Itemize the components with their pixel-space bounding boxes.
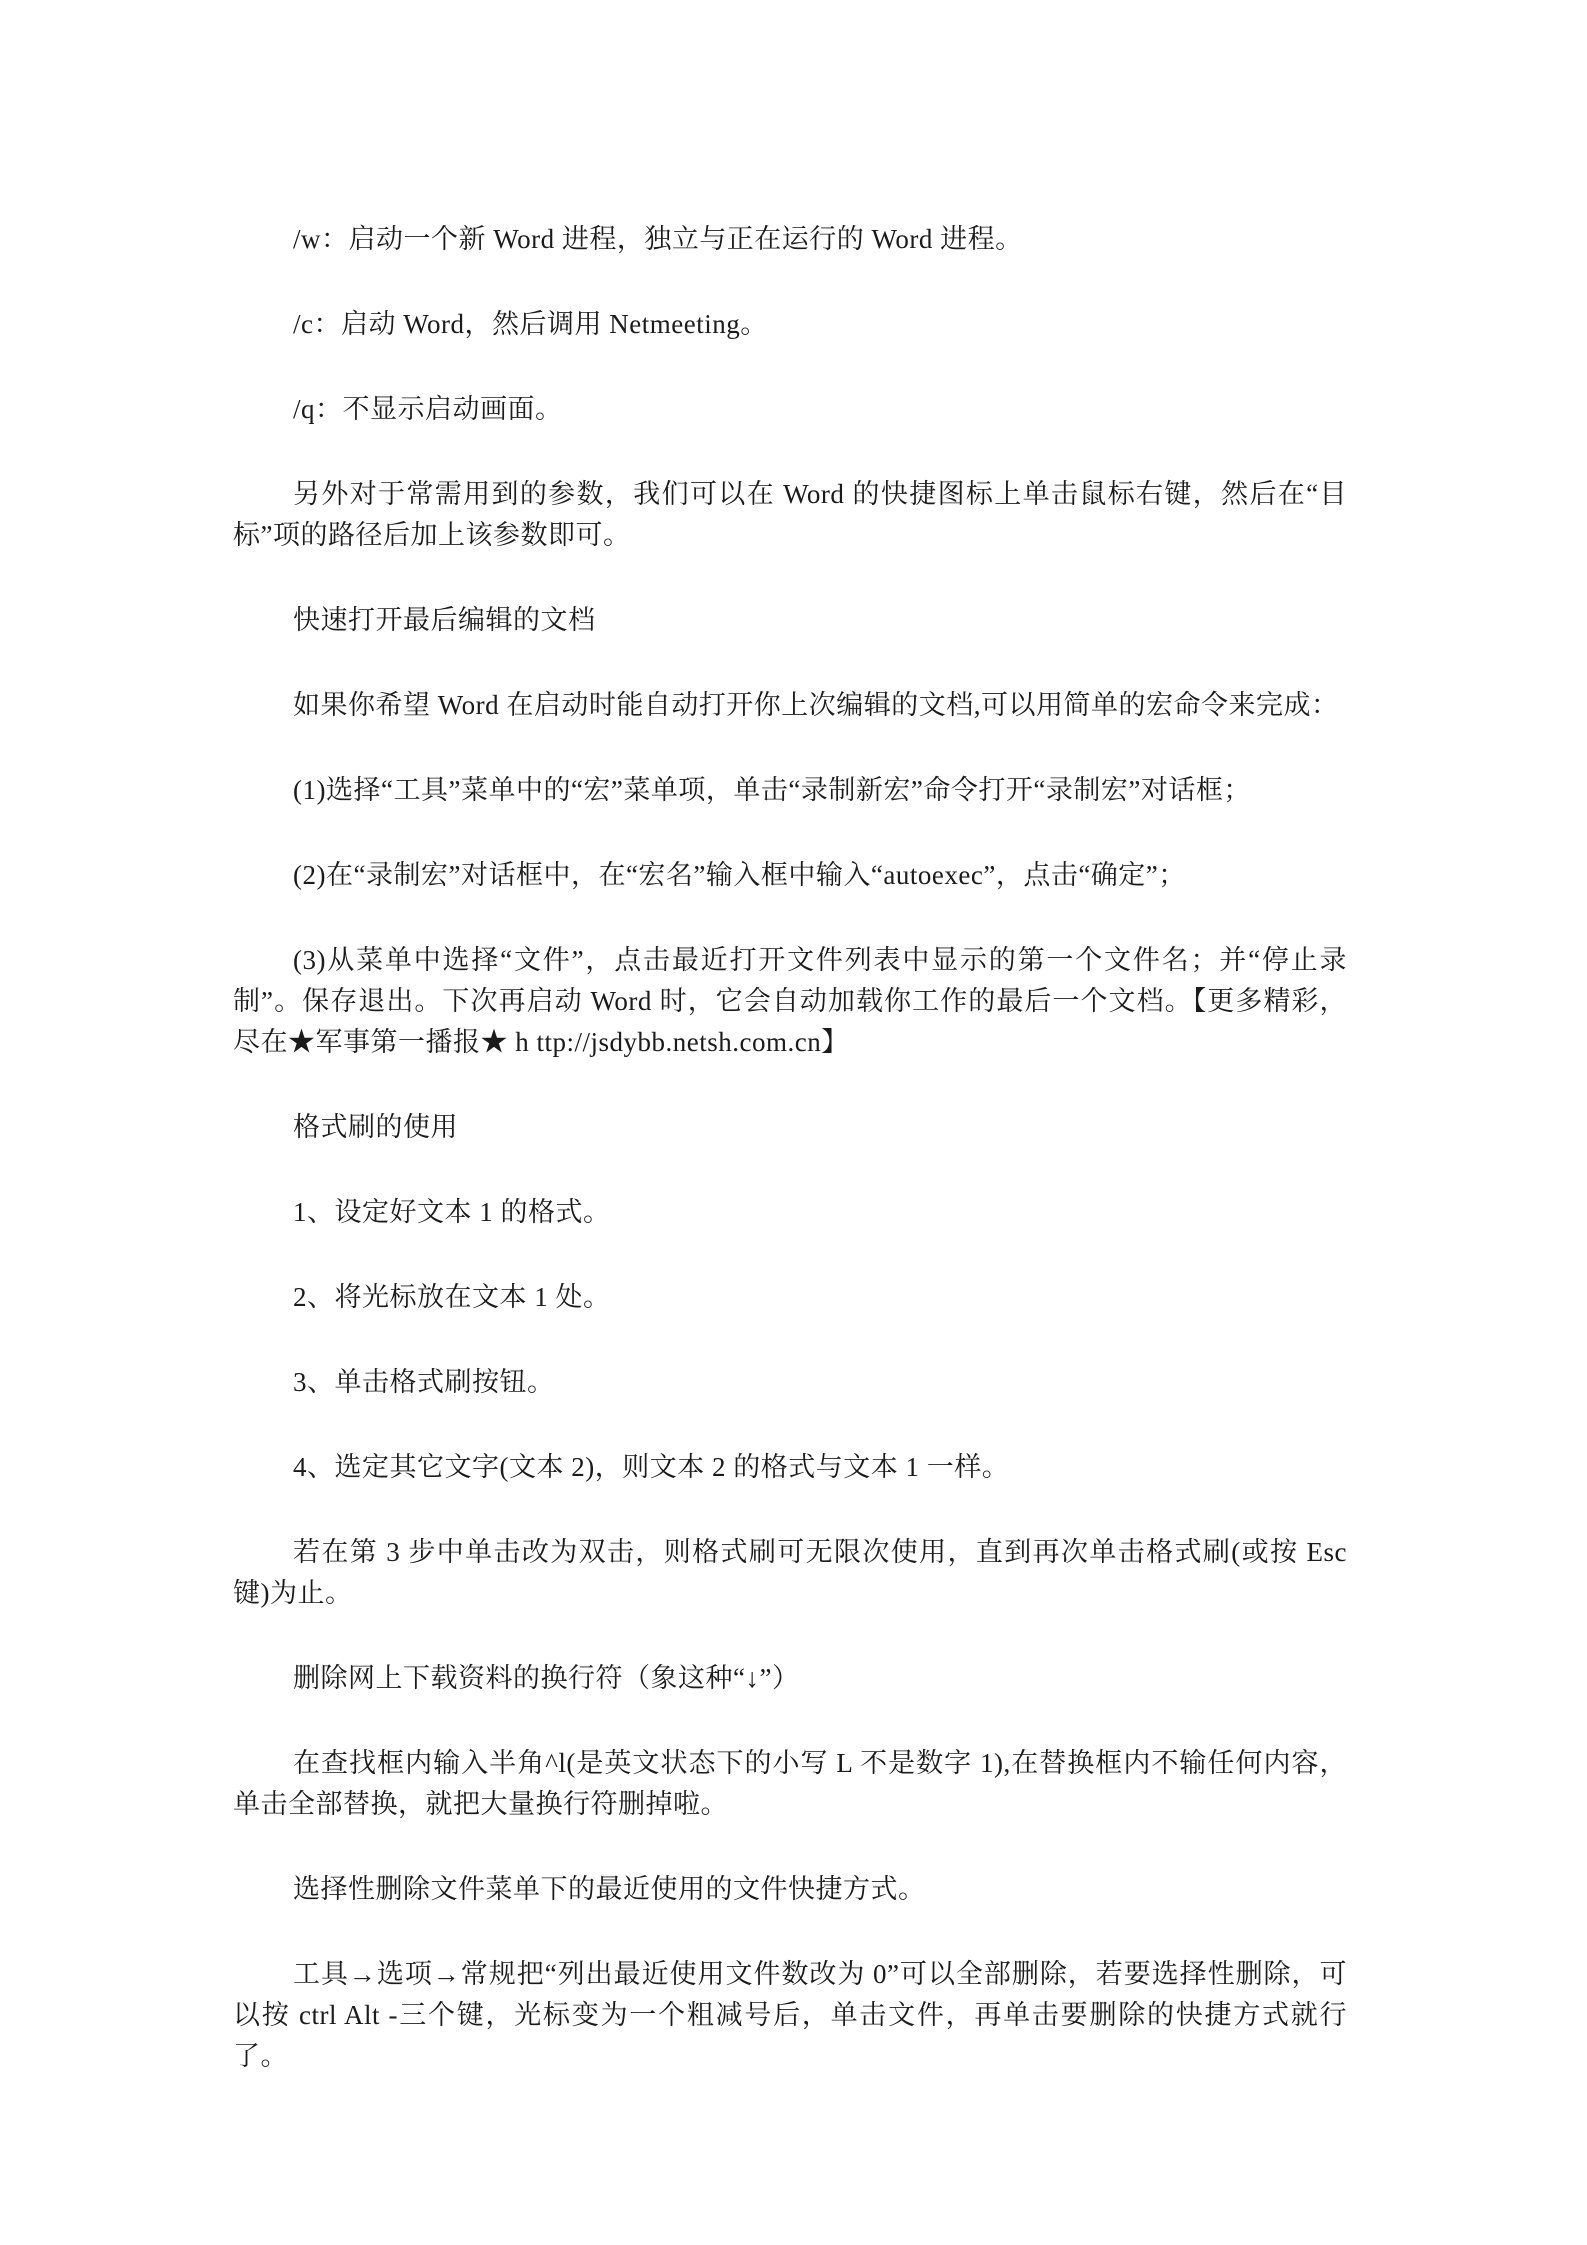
para-remove-line-breaks-how: 在查找框内输入半角^l(是英文状态下的小写 L 不是数字 1),在替换框内不输任何内容，单击全部替换，就把大量换行符删掉啦。 — [233, 1748, 1347, 1819]
para-format-painter-double-click-tip: 若在第 3 步中单击改为双击，则格式刷可无限次使用，直到再次单击格式刷(或按 Esc 键)为止。 — [233, 1537, 1347, 1608]
para-heading-remove-line-breaks: 删除网上下载资料的换行符（象这种“↓”） — [293, 1663, 800, 1693]
para-heading-format-painter: 格式刷的使用 — [293, 1112, 458, 1142]
para-heading-quick-open-last-doc: 快速打开最后编辑的文档 — [293, 605, 596, 635]
para-switch-q: /q：不显示启动画面。 — [293, 394, 563, 424]
para-macro-intro: 如果你希望 Word 在启动时能自动打开你上次编辑的文档,可以用简单的宏命令来完成： — [293, 690, 1339, 720]
para-shortcut-target-tip: 另外对于常需用到的参数，我们可以在 Word 的快捷图标上单击鼠标右键，然后在“目标”项的路径后加上该参数即可。 — [233, 479, 1347, 550]
para-heading-selective-delete-recent-files: 选择性删除文件菜单下的最近使用的文件快捷方式。 — [293, 1874, 926, 1904]
para-macro-step-2: (2)在“录制宏”对话框中，在“宏名”输入框中输入“autoexec”，点击“确定”； — [293, 860, 1186, 890]
para-macro-step-1: (1)选择“工具”菜单中的“宏”菜单项，单击“录制新宏”命令打开“录制宏”对话框； — [293, 775, 1251, 805]
para-format-painter-step-3: 3、单击格式刷按钮。 — [293, 1367, 555, 1397]
para-macro-step-3: (3)从菜单中选择“文件”，点击最近打开文件列表中显示的第一个文件名；并“停止录制”。保存退出。下次再启动 Word 时，它会自动加载你工作的最后一个文档。【更多精彩，尽在★军事第一播报★ h ttp://jsdybb.netsh.com.cn】 — [233, 945, 1347, 1057]
para-format-painter-step-4: 4、选定其它文字(文本 2)，则文本 2 的格式与文本 1 一样。 — [293, 1452, 1010, 1482]
para-format-painter-step-2: 2、将光标放在文本 1 处。 — [293, 1282, 611, 1312]
para-selective-delete-how: 工具→选项→常规把“列出最近使用文件数改为 0”可以全部删除，若要选择性删除，可以按 ctrl Alt -三个键，光标变为一个粗减号后，单击文件，再单击要删除的快捷方式就行了。 — [233, 1959, 1347, 2071]
para-format-painter-step-1: 1、设定好文本 1 的格式。 — [293, 1197, 611, 1227]
para-switch-w: /w：启动一个新 Word 进程，独立与正在运行的 Word 进程。 — [293, 224, 1023, 254]
para-switch-c: /c：启动 Word，然后调用 Netmeeting。 — [293, 309, 768, 339]
